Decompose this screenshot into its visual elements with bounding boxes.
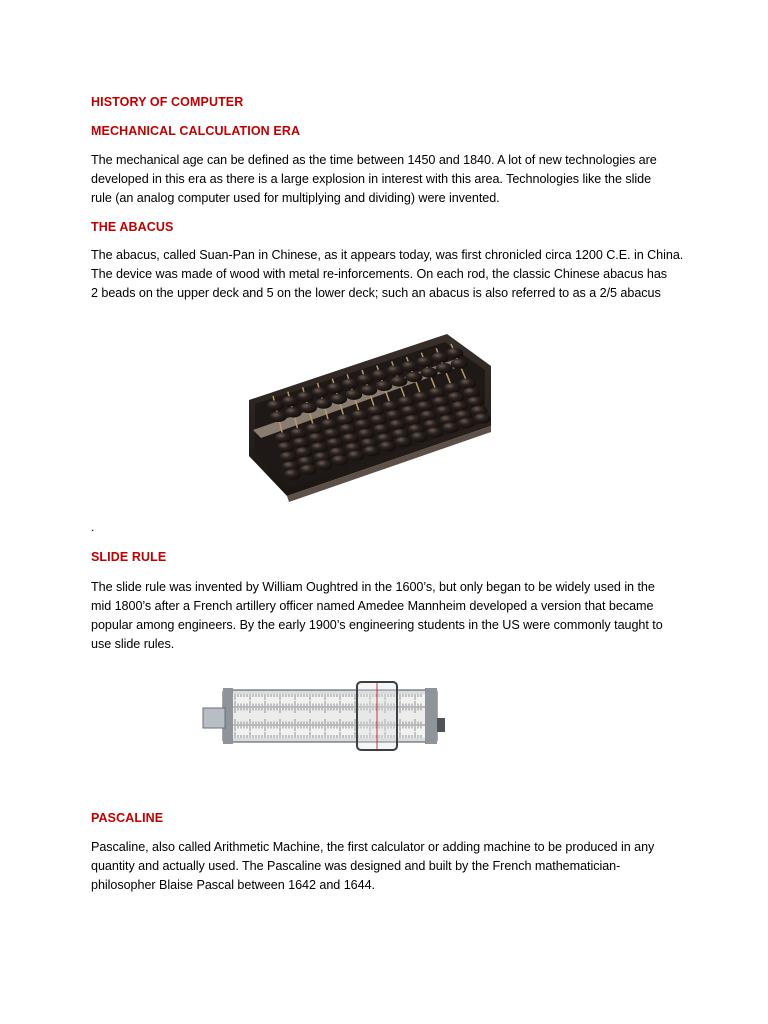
abacus-image [247, 326, 493, 507]
text-line: The mechanical age can be defined as the time between 1450 and 1840. A lot of new technologies are [91, 153, 657, 167]
paragraph-pascaline [91, 838, 681, 895]
text-line: The abacus, called Suan-Pan in Chinese, as it appears today, was first chronicled circa 1200 C.E. in China. [91, 248, 684, 262]
text-line: rule (an analog computer used for multiplying and dividing) were invented. [91, 191, 500, 205]
paragraph-slide-rule [91, 578, 681, 654]
text-line: use slide rules. [91, 637, 175, 651]
section-heading-abacus: THE ABACUS [91, 220, 174, 234]
stray-period: . [91, 520, 95, 534]
text-line: philosopher Blaise Pascal between 1642 and 1644. [91, 878, 375, 892]
paragraph-mechanical [91, 151, 681, 208]
text-line: quantity and actually used. The Pascaline was designed and built by the French mathematician- [91, 859, 621, 873]
slide-rule-image [193, 668, 449, 766]
paragraph-abacus [91, 246, 684, 303]
text-line: mid 1800’s after a French artillery officer named Amedee Mannheim developed a version that became [91, 599, 654, 613]
text-line: The device was made of wood with metal re-inforcements. On each rod, the classic Chinese abacus has [91, 267, 668, 281]
section-heading-mechanical: MECHANICAL CALCULATION ERA [91, 124, 301, 138]
section-heading-slide-rule: SLIDE RULE [91, 550, 167, 564]
document-title: HISTORY OF COMPUTER [91, 95, 244, 109]
text-line: developed in this era as there is a large explosion in interest with this area. Technologies like the slide [91, 172, 652, 186]
text-line: 2 beads on the upper deck and 5 on the lower deck; such an abacus is also referred to as a 2/5 abacus [91, 286, 661, 300]
text-line: Pascaline, also called Arithmetic Machine, the first calculator or adding machine to be produced in any [91, 840, 655, 854]
text-line: The slide rule was invented by William Oughtred in the 1600’s, but only began to be widely used in the [91, 580, 655, 594]
text-line: popular among engineers. By the early 1900’s engineering students in the US were commonly taught to [91, 618, 663, 632]
section-heading-pascaline: PASCALINE [91, 811, 164, 825]
